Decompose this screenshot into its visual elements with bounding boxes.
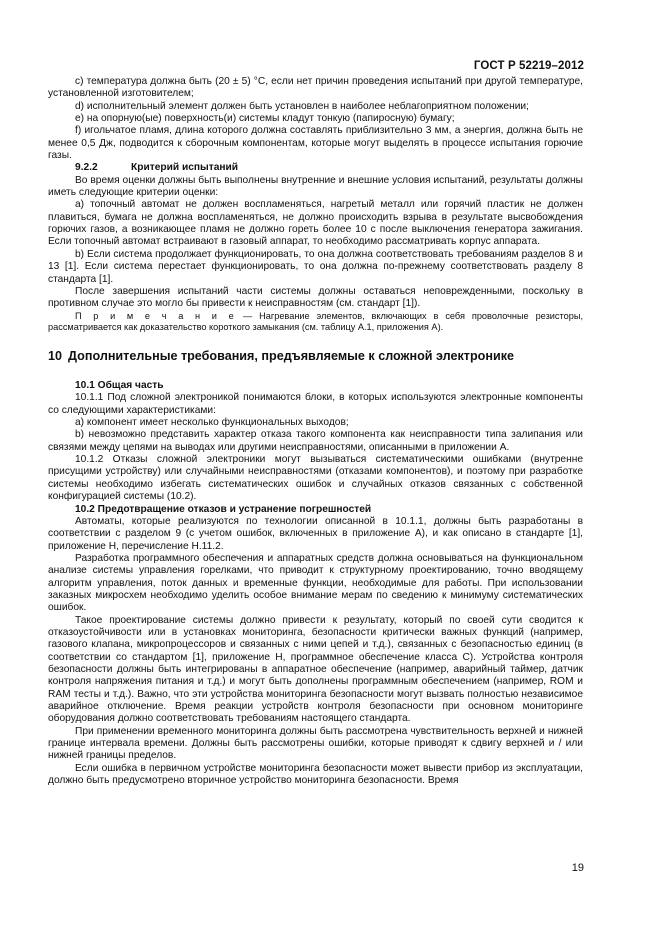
document-body — [48, 76, 583, 787]
subsection-number: 9.2.2 — [75, 162, 98, 174]
paragraph: Автоматы, которые реализуются по технологии описанной в 10.1.1, должны быть разработаны в соответствии с разделом 9 (с учетом ошибок, включенных в приложение А), и как описано в стандарте [1], приложение Н, перечисление Н.11.2. — [48, 515, 583, 552]
subsection-heading: 10.2 Предотвращение отказов и устранение погрешностей — [75, 503, 372, 515]
paragraph: Разработка программного обеспечения и аппаратных средств должна основываться на функциональном анализе системы управления горелками, что приводит к структурному проектированию, точно вводящему алгоритм управления, поток данных и временные функции, необходимые для работы. При использовании заказных микросхем необходимо уделить особое внимание мерам по сведению к минимуму систематических ошибок. — [48, 552, 583, 614]
paragraph: При применении временного мониторинга должны быть рассмотрена чувствительность верхней и нижней границе интервала времени. Должны быть рассмотрены ошибки, которые приводят к сдвигу верхней и / или нижней границы пределов. — [48, 725, 583, 762]
document-header: ГОСТ Р 52219–2012 — [473, 60, 584, 72]
paragraph: 10.1.1 Под сложной электроникой понимаются блоки, в которых используются электронные компоненты со следующими характеристиками: — [48, 392, 583, 416]
paragraph: e) на опорную(ые) поверхность(и) системы кладут тонкую (папиросную) бумагу; — [75, 113, 455, 125]
paragraph: b) невозможно представить характер отказа такого компонента как неисправности типа залипания или связями между цепями на выводах или другими неисправностями, описанными в приложении А. — [48, 429, 583, 453]
note-label: П р и м е ч а н и е — [75, 310, 237, 321]
subsection-heading — [48, 162, 583, 174]
page-number: 19 — [571, 862, 584, 874]
paragraph: b) Если система продолжает функционировать, то она должна соответствовать требованиям разделов 8 и 13 [1]. Если система перестает функционировать, то она должна по-прежнему соответствовать разделу 8 стандарта [1]. — [48, 248, 583, 285]
paragraph: d) исполнительный элемент должен быть установлен в наиболее неблагоприятном положении; — [75, 100, 529, 112]
paragraph: c) температура должна быть (20 ± 5) °C, если нет причин проведения испытаний при другой температуре, установленной изготовителем; — [48, 76, 583, 100]
paragraph: Такое проектирование системы должно привести к результату, который по своей сути сводится к отказоустойчивости или в установках мониторинга, безопасности критически важных функций (например, газового клапана, микропроцессоров и связанных с ними цепей и т.д.), связанных с безопасностью единиц (в соответствии со стандартом [1], приложение Н, программное обеспечение класса С). Устройства контроля безопасности должны быть интегрированы в аппаратное обеспечение (например, аварийный таймер, датчик контроля напряжения питания и т.д.) и могут быть дополнены программным обеспечением (например, ROM и RAM тесты и т.д.). Важно, что эти устройства мониторинга безопасности могут вызвать полностью независимое аварийное отключение. Время реакции устройств контроля безопасности при основном мониторинге оборудования должно соответствовать требованиям настоящего стандарта. — [48, 614, 583, 725]
paragraph: f) игольчатое пламя, длина которого должна составлять приблизительно 3 мм, а энергия, должна быть не менее 0,5 Дж, подводится к сборочным компонентам, которые могут выделять в процессе испытания горючие газы. — [48, 125, 583, 162]
section-number: 10 — [48, 348, 63, 363]
paragraph: a) топочный автомат не должен воспламеняться, нагретый металл или горячий пластик не должен плавиться, бумага не должна воспламеняться, не должно происходить взрыва в результате высвобождения горючих газов, а возникающее пламя не должно гореть более 10 с после выключения генератора зажигания. Если топочный автомат встраивают в газовый аппарат, то необходимо рассматривать корпус аппарата. — [48, 199, 583, 248]
paragraph: 10.1.2 Отказы сложной электроники могут вызываться систематическими ошибками (внутренне присущими устройству) или случайными неисправностями (отказами компонентов), и поэтому при разработке системы необходимо избегать систематических ошибок и случайных отказов связанных с собственной конфигурацией системы (10.2). — [48, 454, 583, 503]
paragraph: Если ошибка в первичном устройстве мониторинга безопасности может вывести прибор из эксплуатации, должно быть предусмотрено вторичное устройство мониторинга безопасности. Время — [48, 762, 583, 787]
note — [48, 311, 583, 334]
paragraph: Во время оценки должны быть выполнены внутренние и внешние условия испытаний, результаты должны иметь следующие критерии оценки: — [48, 174, 583, 199]
section-title: Дополнительные требования, предъявляемые к сложной электронике — [68, 348, 515, 363]
subsection-heading: 10.1 Общая часть — [75, 380, 164, 392]
note-text: — Нагревание элементов, включающих в себя проволочные резисторы, рассматривается как доказательство короткого замыкания (см. таблицу А.1, приложения А). — [48, 310, 583, 333]
section-heading — [48, 350, 583, 362]
paragraph: После завершения испытаний части системы должны оставаться неповрежденными, поскольку в противном случае это могло бы привести к неисправностям (см. стандарт [1]). — [48, 285, 583, 310]
subsection-title: Критерий испытаний — [131, 162, 239, 174]
paragraph: a) компонент имеет несколько функциональных выходов; — [75, 417, 349, 429]
